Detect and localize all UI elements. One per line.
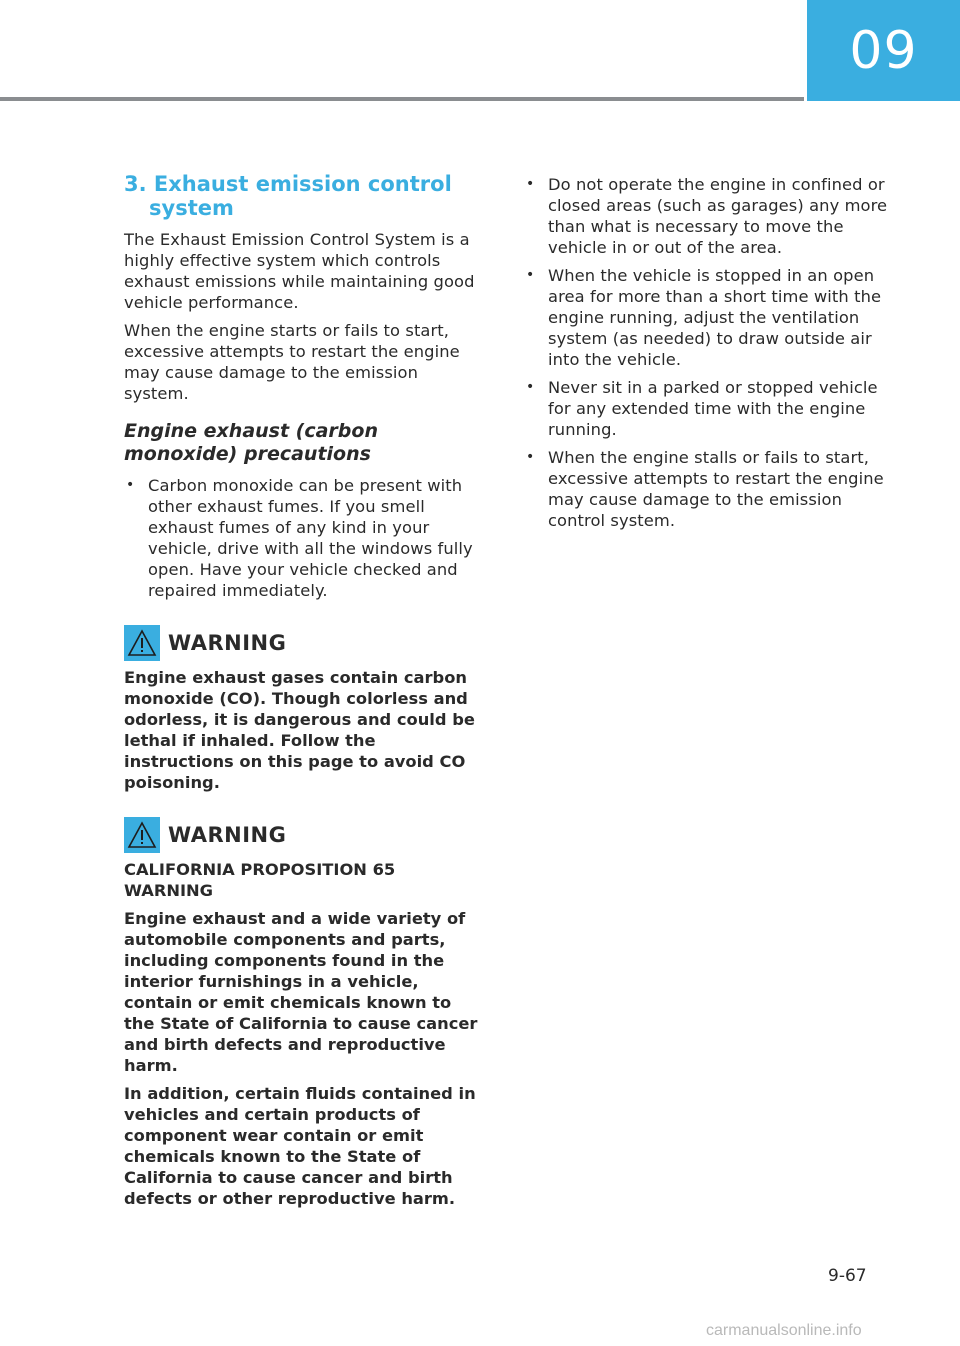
- page-number: 9-67: [828, 1266, 867, 1286]
- bullet-dot: •: [526, 379, 535, 395]
- list-item: [124, 475, 484, 601]
- list-item: [524, 377, 894, 440]
- bullet-dot: •: [526, 267, 535, 283]
- right-bullet-list: [524, 174, 894, 531]
- list-item: [524, 265, 894, 370]
- warning-header-1: [124, 625, 484, 661]
- list-item-text: Do not operate the engine in confined or closed areas (such as garages) any more than what is necessary to move the vehicle in or out of the area.: [548, 175, 888, 257]
- header-rule: [0, 97, 804, 101]
- warning-text-co: Engine exhaust gases contain carbon monoxide (CO). Though colorless and odorless, it is dangerous and could be lethal if inhaled. Follow the instructions on this page to avoid CO poisoning.: [124, 668, 475, 792]
- list-item-text: Carbon monoxide can be present with other exhaust fumes. If you smell exhaust fumes of any kind in your vehicle, drive with all the windows fully open. Have your vehicle checked and repaired immediately.: [148, 476, 473, 600]
- right-column: [524, 174, 894, 538]
- warning-triangle-icon: [124, 625, 160, 661]
- chapter-number: 09: [849, 20, 918, 81]
- warning-triangle-icon: [124, 817, 160, 853]
- bullet-dot: •: [526, 449, 535, 465]
- warning-title-prop65: CALIFORNIA PROPOSITION 65 WARNING: [124, 860, 396, 900]
- list-item-text: When the vehicle is stopped in an open area for more than a short time with the engine running, adjust the ventilation system (as needed) to draw outside air into the vehicle.: [548, 266, 882, 369]
- list-item: [524, 174, 894, 258]
- warning-label: WARNING: [168, 823, 287, 847]
- warning-header-2: [124, 817, 484, 853]
- intro-paragraph-2: When the engine starts or fails to start, excessive attempts to restart the engine may cause damage to the emission system.: [124, 321, 460, 403]
- list-item-text: When the engine stalls or fails to start, excessive attempts to restart the engine may cause damage to the emission control system.: [548, 448, 884, 530]
- subheading-co-precautions: Engine exhaust (carbon monoxide) precautions: [124, 420, 378, 465]
- left-bullet-list: [124, 475, 484, 601]
- watermark: carmanualsonline.info: [706, 1322, 862, 1339]
- bullet-dot: •: [526, 176, 535, 192]
- bullet-dot: •: [126, 477, 135, 493]
- warning-text-prop65-1: Engine exhaust and a wide variety of automobile components and parts, including components found in the interior furnishings in a vehicle, contain or emit chemicals known to the State of California to cause cancer and birth defects and reproductive harm.: [124, 909, 478, 1075]
- section-title: 3. Exhaust emission control system: [124, 172, 452, 220]
- list-item: [524, 447, 894, 531]
- warning-label: WARNING: [168, 631, 287, 655]
- chapter-tab: [807, 0, 960, 101]
- list-item-text: Never sit in a parked or stopped vehicle for any extended time with the engine running.: [548, 378, 878, 439]
- warning-text-prop65-2: In addition, certain fluids contained in vehicles and certain products of component wear contain or emit chemicals known to the State of California to cause cancer and birth defects or other reproductive harm.: [124, 1084, 476, 1208]
- intro-paragraph-1: The Exhaust Emission Control System is a highly effective system which controls exhaust emissions while maintaining good vehicle performance.: [124, 230, 475, 312]
- left-column: [124, 172, 484, 1216]
